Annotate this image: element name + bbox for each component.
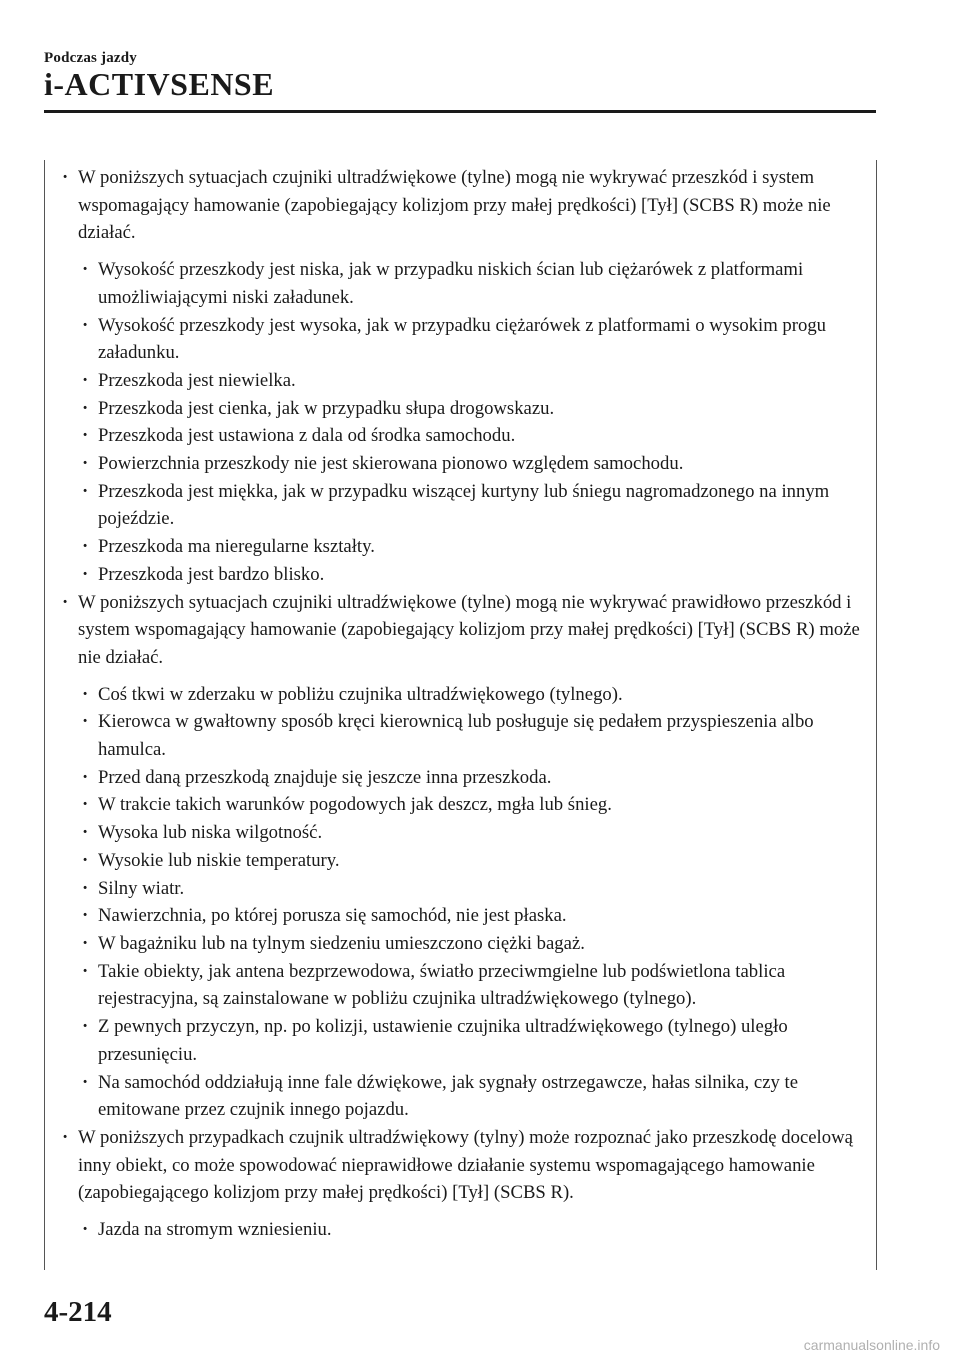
bullet-dot: · bbox=[82, 259, 89, 281]
sub-bullet-item bbox=[60, 930, 860, 958]
sub-bullet-item bbox=[60, 450, 860, 478]
bullet-dot: · bbox=[82, 1219, 89, 1241]
watermark: carmanualsonline.info bbox=[803, 1337, 940, 1353]
sub-bullet-item bbox=[60, 561, 860, 589]
sub-bullet-text: Kierowca w gwałtowny sposób kręci kierownicą lub posługuje się pedałem przyspieszenia albo hamulca. bbox=[98, 711, 814, 761]
bullet-dot: · bbox=[82, 425, 89, 447]
sub-bullet-text: Wysokość przeszkody jest niska, jak w przypadku niskich ścian lub ciężarówek z platformami umożliwiającymi niski załadunek. bbox=[98, 259, 804, 308]
sub-bullet-item bbox=[60, 312, 860, 367]
bullet-dot: · bbox=[62, 1126, 69, 1148]
sub-bullet-text: Jazda na stromym wzniesieniu. bbox=[98, 1219, 332, 1241]
sub-bullet-item bbox=[60, 422, 860, 450]
sub-bullet-text: Takie obiekty, jak antena bezprzewodowa, światło przeciwmgielne lub podświetlona tablica rejestracyjna, są zainstalowane w pobliżu czujnika ultradźwiękowego (tylnego). bbox=[98, 960, 786, 1010]
right-margin-line bbox=[876, 160, 877, 1270]
sub-bullet-text: Wysokie lub niskie temperatury. bbox=[98, 849, 340, 871]
bullet-item bbox=[60, 164, 860, 247]
sub-bullet-item bbox=[60, 478, 860, 533]
sub-bullet-text: Wysoka lub niska wilgotność. bbox=[98, 822, 323, 844]
bullet-dot: · bbox=[82, 794, 89, 816]
header-rule bbox=[44, 110, 876, 113]
sub-bullet-item bbox=[60, 533, 860, 561]
sub-bullet-item bbox=[60, 875, 860, 903]
content bbox=[60, 164, 860, 1244]
page-number: 4-214 bbox=[44, 1296, 112, 1328]
sub-bullet-item bbox=[60, 1216, 860, 1244]
bullet-dot: · bbox=[82, 453, 89, 475]
bullet-dot: · bbox=[82, 1071, 89, 1093]
bullet-text: W poniższych sytuacjach czujniki ultradźwiękowe (tylne) mogą nie wykrywać prawidłowo przeszkód i system wspomagający hamowanie (zapobiegający kolizjom przy małej prędkości) [Tył] (SCBS R) może nie działać. bbox=[78, 591, 860, 668]
sub-bullet-text: Przeszkoda jest miękka, jak w przypadku wiszącej kurtyny lub śniegu nagromadzonego na innym pojeździe. bbox=[98, 480, 830, 530]
bullet-dot: · bbox=[82, 683, 89, 705]
sub-bullet-text: Z pewnych przyczyn, np. po kolizji, ustawienie czujnika ultradźwiękowego (tylnego) uległo przesunięciu. bbox=[98, 1016, 788, 1065]
sub-bullet-item bbox=[60, 819, 860, 847]
sub-bullet-text: Przeszkoda jest cienka, jak w przypadku słupa drogowskazu. bbox=[98, 397, 555, 419]
sub-bullet-text: Silny wiatr. bbox=[98, 877, 185, 899]
sub-list bbox=[60, 256, 860, 588]
left-margin-line bbox=[44, 160, 45, 1270]
sub-bullet-item bbox=[60, 847, 860, 875]
bullet-dot: · bbox=[82, 563, 89, 585]
sub-list bbox=[60, 1216, 860, 1244]
sub-bullet-text: Przeszkoda jest niewielka. bbox=[98, 369, 296, 391]
sub-bullet-item bbox=[60, 395, 860, 423]
sub-bullet-text: Przed daną przeszkodą znajduje się jeszcze inna przeszkoda. bbox=[98, 766, 552, 788]
sub-bullet-text: Przeszkoda jest bardzo blisko. bbox=[98, 563, 325, 585]
bullet-dot: · bbox=[82, 905, 89, 927]
sub-bullet-item bbox=[60, 958, 860, 1013]
bullet-text: W poniższych przypadkach czujnik ultradźwiękowy (tylny) może rozpoznać jako przeszkodę docelową inny obiekt, co może spowodować nieprawidłowe działanie systemu wspomagającego hamowanie (zapobiegającego kolizjom przy małej prędkości) [Tył] (SCBS R). bbox=[78, 1126, 853, 1204]
bullet-dot: · bbox=[62, 167, 69, 188]
bullet-item bbox=[60, 589, 860, 672]
bullet-dot: · bbox=[82, 536, 89, 558]
bullet-dot: · bbox=[82, 397, 89, 419]
sub-bullet-text: Przeszkoda jest ustawiona z dala od środka samochodu. bbox=[98, 425, 516, 447]
sub-bullet-text: Wysokość przeszkody jest wysoka, jak w przypadku ciężarówek z platformami o wysokim progu załadunku. bbox=[98, 314, 827, 364]
bullet-dot: · bbox=[82, 822, 89, 844]
sub-bullet-item bbox=[60, 1013, 860, 1068]
sub-bullet-item bbox=[60, 681, 860, 709]
bullet-dot: · bbox=[82, 849, 89, 871]
sub-bullet-text: Powierzchnia przeszkody nie jest skierowana pionowo względem samochodu. bbox=[98, 453, 684, 475]
bullet-dot: · bbox=[82, 711, 89, 733]
sub-bullet-text: W trakcie takich warunków pogodowych jak deszcz, mgła lub śnieg. bbox=[98, 794, 612, 816]
sub-bullet-text: Nawierzchnia, po której porusza się samochód, nie jest płaska. bbox=[98, 905, 567, 927]
bullet-item bbox=[60, 1124, 860, 1207]
chapter-title: i-ACTIVSENSE bbox=[44, 66, 275, 102]
sub-bullet-item bbox=[60, 256, 860, 311]
bullet-dot: · bbox=[82, 960, 89, 982]
bullet-dot: · bbox=[82, 369, 89, 391]
sub-bullet-text: Przeszkoda ma nieregularne kształty. bbox=[98, 536, 375, 558]
sub-bullet-item bbox=[60, 902, 860, 930]
bullet-text: W poniższych sytuacjach czujniki ultradźwiękowe (tylne) mogą nie wykrywać przeszkód i system wspomagający hamowanie (zapobiegający kolizjom przy małej prędkości) [Tył] (SCBS R) może nie działać. bbox=[78, 167, 831, 244]
bullet-dot: · bbox=[82, 932, 89, 954]
sub-bullet-text: Na samochód oddziałują inne fale dźwiękowe, jak sygnały ostrzegawcze, hałas silnika, czy te emitowane przez czujnik innego pojazdu. bbox=[98, 1071, 798, 1121]
sub-bullet-item bbox=[60, 791, 860, 819]
sub-bullet-item bbox=[60, 764, 860, 792]
sub-bullet-item bbox=[60, 1069, 860, 1124]
bullet-dot: · bbox=[62, 591, 69, 613]
sub-bullet-text: Coś tkwi w zderzaku w pobliżu czujnika ultradźwiękowego (tylnego). bbox=[98, 683, 623, 705]
bullet-dot: · bbox=[82, 766, 89, 788]
bullet-dot: · bbox=[82, 480, 89, 502]
bullet-dot: · bbox=[82, 1016, 89, 1038]
section-title: Podczas jazdy bbox=[44, 50, 138, 66]
sub-bullet-item bbox=[60, 367, 860, 395]
sub-bullet-text: W bagażniku lub na tylnym siedzeniu umieszczono ciężki bagaż. bbox=[98, 932, 585, 954]
sub-list bbox=[60, 681, 860, 1124]
bullet-dot: · bbox=[82, 314, 89, 336]
sub-bullet-item bbox=[60, 708, 860, 763]
bullet-dot: · bbox=[82, 877, 89, 899]
